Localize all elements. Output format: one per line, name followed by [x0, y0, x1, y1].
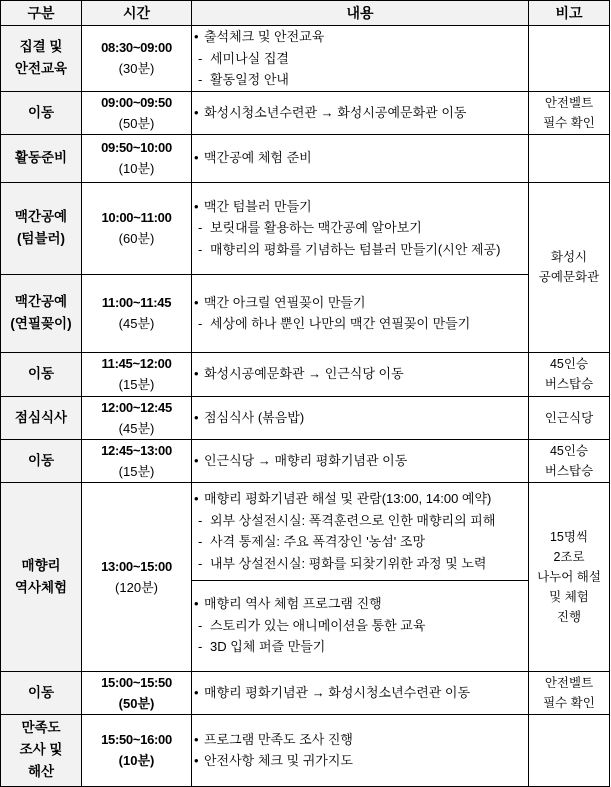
category-cell	[1, 396, 82, 439]
time-range: 12:00~12:45	[101, 399, 172, 415]
bullet-item	[192, 729, 528, 751]
dash-marker: -	[198, 534, 203, 549]
item-text: 사격 통제실: 주요 폭격장인 '농섬' 조망	[210, 534, 426, 549]
category-cell	[1, 274, 82, 352]
dash-marker: -	[198, 617, 203, 633]
bullet-marker: •	[194, 150, 199, 166]
content-cell	[192, 134, 529, 182]
category-cell	[1, 482, 82, 671]
table-row	[1, 714, 610, 786]
item-text: 맥간 텀블러 만들기	[204, 198, 312, 214]
duration: (60분)	[118, 231, 155, 246]
sub-item	[192, 239, 528, 261]
item-text: 맥간 아크릴 연필꽂이 만들기	[204, 294, 366, 310]
category-line: 이동	[27, 104, 55, 120]
dash-marker: -	[198, 512, 203, 528]
item-text: 화성시공예문화관 → 인근식당 이동	[204, 366, 404, 382]
dash-marker: -	[198, 639, 203, 655]
item-text: 스토리가 있는 애니메이션을 통한 교육	[210, 617, 426, 633]
table-row	[1, 439, 610, 482]
dash-marker: -	[198, 241, 203, 257]
bullet-marker: •	[194, 409, 199, 425]
time-range: 15:00~15:50	[101, 674, 172, 690]
time-range: 15:50~16:00	[101, 732, 172, 747]
bullet-item	[192, 450, 528, 472]
note-line: 45인승	[549, 443, 589, 458]
note-cell	[529, 482, 610, 671]
sub-item	[192, 531, 528, 553]
bullet-item	[192, 593, 528, 615]
bullet-marker: •	[194, 198, 199, 214]
item-text: 점심식사 (볶음밥)	[204, 409, 305, 425]
table-row	[1, 671, 610, 714]
note-cell	[529, 439, 610, 482]
sub-item	[192, 553, 528, 575]
category-cell	[1, 134, 82, 182]
sub-item	[192, 69, 528, 91]
note-line: 필수 확인	[543, 115, 595, 130]
time-cell	[82, 182, 192, 274]
category-line: 해산	[27, 764, 55, 779]
category-line: 맥간공예	[14, 209, 68, 224]
category-line: 매향리	[21, 557, 61, 573]
time-cell	[82, 91, 192, 134]
table-row	[1, 482, 610, 580]
content-cell	[192, 580, 529, 671]
note-line: 진행	[556, 609, 582, 624]
item-text: 보릿대를 활용하는 맥간공예 알아보기	[210, 220, 422, 236]
note-line: 화성시	[550, 250, 588, 264]
category-cell	[1, 26, 82, 92]
time-range: 10:00~11:00	[101, 210, 172, 225]
time-range: 12:45~13:00	[101, 442, 172, 458]
content-cell	[192, 396, 529, 439]
item-text: 매향리 평화기념관 → 화성시청소년수련관 이동	[204, 684, 471, 700]
note-cell	[529, 396, 610, 439]
category-cell	[1, 671, 82, 714]
bullet-marker: •	[194, 104, 199, 120]
item-text: 세상에 하나 뿐인 나만의 맥간 연필꽂이 만들기	[210, 316, 471, 331]
dash-marker: -	[198, 220, 203, 236]
note-cell	[529, 134, 610, 182]
category-line: 조사 및	[19, 742, 63, 757]
note-line: 2조로	[553, 549, 585, 564]
dash-marker: -	[198, 555, 203, 571]
duration: (15분)	[118, 377, 155, 392]
category-line: 집결 및	[19, 39, 63, 55]
note-cell	[529, 26, 610, 92]
bullet-item	[192, 488, 528, 510]
item-text: 프로그램 만족도 조사 진행	[204, 731, 353, 747]
time-cell	[82, 274, 192, 352]
note-line: 및 체험	[549, 589, 589, 604]
sub-item	[192, 636, 528, 658]
dash-marker: -	[198, 72, 203, 87]
time-cell	[82, 26, 192, 92]
note-line: 버스탑승	[544, 463, 594, 478]
content-cell	[192, 274, 529, 352]
time-range: 11:00~11:45	[101, 295, 172, 310]
category-line: 이동	[27, 684, 55, 700]
item-text: 내부 상설전시실: 평화를 되찾기위한 과정 및 노력	[210, 555, 487, 571]
dash-marker: -	[198, 50, 203, 66]
category-line: 점심식사	[14, 409, 68, 425]
bullet-marker: •	[194, 294, 199, 310]
sub-item	[192, 510, 528, 532]
category-line: (연필꽂이)	[10, 316, 72, 331]
item-text: 화성시청소년수련관 → 화성시공예문화관 이동	[204, 104, 467, 120]
note-line: 버스탑승	[544, 377, 594, 391]
item-text: 출석체크 및 안전교육	[204, 29, 325, 44]
item-text: 3D 입체 퍼즐 만들기	[210, 639, 326, 655]
table-row	[1, 26, 610, 92]
category-line: 만족도	[21, 720, 61, 735]
item-text: 세미나실 집결	[210, 50, 289, 66]
category-cell	[1, 91, 82, 134]
table-row	[1, 91, 610, 134]
bullet-item	[192, 292, 528, 314]
duration: (45분)	[118, 420, 155, 436]
time-range: 11:45~12:00	[101, 356, 172, 371]
note-line: 안전벨트	[544, 95, 594, 110]
item-text: 안전사항 체크 및 귀가지도	[204, 753, 353, 768]
duration: (120분)	[115, 579, 158, 595]
content-cell	[192, 26, 529, 92]
bullet-item	[192, 682, 528, 704]
header-time: 시간	[82, 1, 192, 26]
time-cell	[82, 396, 192, 439]
header-content: 내용	[192, 1, 529, 26]
item-text: 매향리 평화기념관 해설 및 관람(13:00, 14:00 예약)	[204, 491, 492, 506]
category-line: 활동준비	[14, 150, 68, 165]
item-text: 맥간공예 체험 준비	[204, 150, 312, 166]
time-range: 13:00~15:00	[101, 558, 172, 574]
category-cell	[1, 439, 82, 482]
bullet-marker: •	[194, 29, 199, 44]
category-line: (텀블러)	[16, 231, 66, 246]
note-line: 나누어 해설	[537, 569, 601, 584]
bullet-item	[192, 147, 528, 169]
duration: (10분)	[118, 753, 155, 768]
duration: (30분)	[118, 61, 155, 77]
content-cell	[192, 714, 529, 786]
note-cell	[529, 671, 610, 714]
note-line: 45인승	[549, 357, 589, 371]
time-range: 09:50~10:00	[101, 140, 172, 155]
category-cell	[1, 352, 82, 396]
duration: (10분)	[118, 161, 155, 176]
content-cell	[192, 352, 529, 396]
time-cell	[82, 352, 192, 396]
note-line: 안전벨트	[544, 675, 594, 690]
bullet-marker: •	[194, 366, 199, 382]
note-line: 공예문화관	[538, 270, 600, 284]
note-line: 필수 확인	[543, 695, 595, 710]
category-line: 이동	[27, 366, 55, 381]
table-row	[1, 396, 610, 439]
category-line: 역사체험	[14, 579, 68, 595]
bullet-marker: •	[194, 596, 199, 612]
category-line: 안전교육	[14, 61, 68, 77]
content-cell	[192, 91, 529, 134]
item-text: 인근식당 → 매향리 평화기념관 이동	[204, 452, 408, 468]
bullet-marker: •	[194, 452, 199, 468]
table-row	[1, 182, 610, 274]
time-cell	[82, 439, 192, 482]
item-text: 매향리의 평화를 기념하는 텀블러 만들기(시안 제공)	[210, 241, 501, 257]
header-category: 구분	[1, 1, 82, 26]
time-cell	[82, 671, 192, 714]
time-cell	[82, 134, 192, 182]
bullet-marker: •	[194, 684, 199, 700]
bullet-item	[192, 26, 528, 48]
sub-item	[192, 217, 528, 239]
item-text: 매향리 역사 체험 프로그램 진행	[204, 596, 382, 612]
duration: (45분)	[118, 316, 155, 331]
category-line: 이동	[27, 452, 55, 468]
duration: (50분)	[118, 695, 155, 711]
item-text: 활동일정 안내	[210, 72, 289, 87]
bullet-marker: •	[194, 731, 199, 747]
time-range: 08:30~09:00	[101, 40, 172, 56]
bullet-item	[192, 196, 528, 218]
bullet-item	[192, 407, 528, 429]
time-cell	[82, 714, 192, 786]
time-cell	[82, 482, 192, 671]
category-cell	[1, 714, 82, 786]
category-line: 맥간공예	[14, 294, 68, 309]
header-row	[1, 1, 610, 26]
dash-marker: -	[198, 316, 203, 331]
table-row	[1, 134, 610, 182]
content-cell	[192, 671, 529, 714]
duration: (50분)	[118, 115, 155, 131]
item-text: 외부 상설전시실: 폭격훈련으로 인한 매향리의 피해	[210, 512, 496, 528]
content-cell	[192, 182, 529, 274]
note-line: 15명씩	[549, 529, 589, 544]
sub-item	[192, 615, 528, 637]
content-cell	[192, 439, 529, 482]
bullet-item	[192, 363, 528, 385]
header-note: 비고	[529, 1, 610, 26]
bullet-item	[192, 750, 528, 772]
table-row	[1, 352, 610, 396]
category-cell	[1, 182, 82, 274]
duration: (15분)	[118, 463, 155, 479]
bullet-item	[192, 102, 528, 124]
note-cell	[529, 714, 610, 786]
content-cell	[192, 482, 529, 580]
note-line: 인근식당	[544, 410, 594, 425]
bullet-marker: •	[194, 753, 199, 768]
note-cell	[529, 352, 610, 396]
sub-item	[192, 48, 528, 70]
table-row	[1, 274, 610, 352]
sub-item	[192, 313, 528, 335]
note-cell	[529, 182, 610, 352]
note-cell	[529, 91, 610, 134]
bullet-marker: •	[194, 491, 199, 506]
time-range: 09:00~09:50	[101, 94, 172, 110]
